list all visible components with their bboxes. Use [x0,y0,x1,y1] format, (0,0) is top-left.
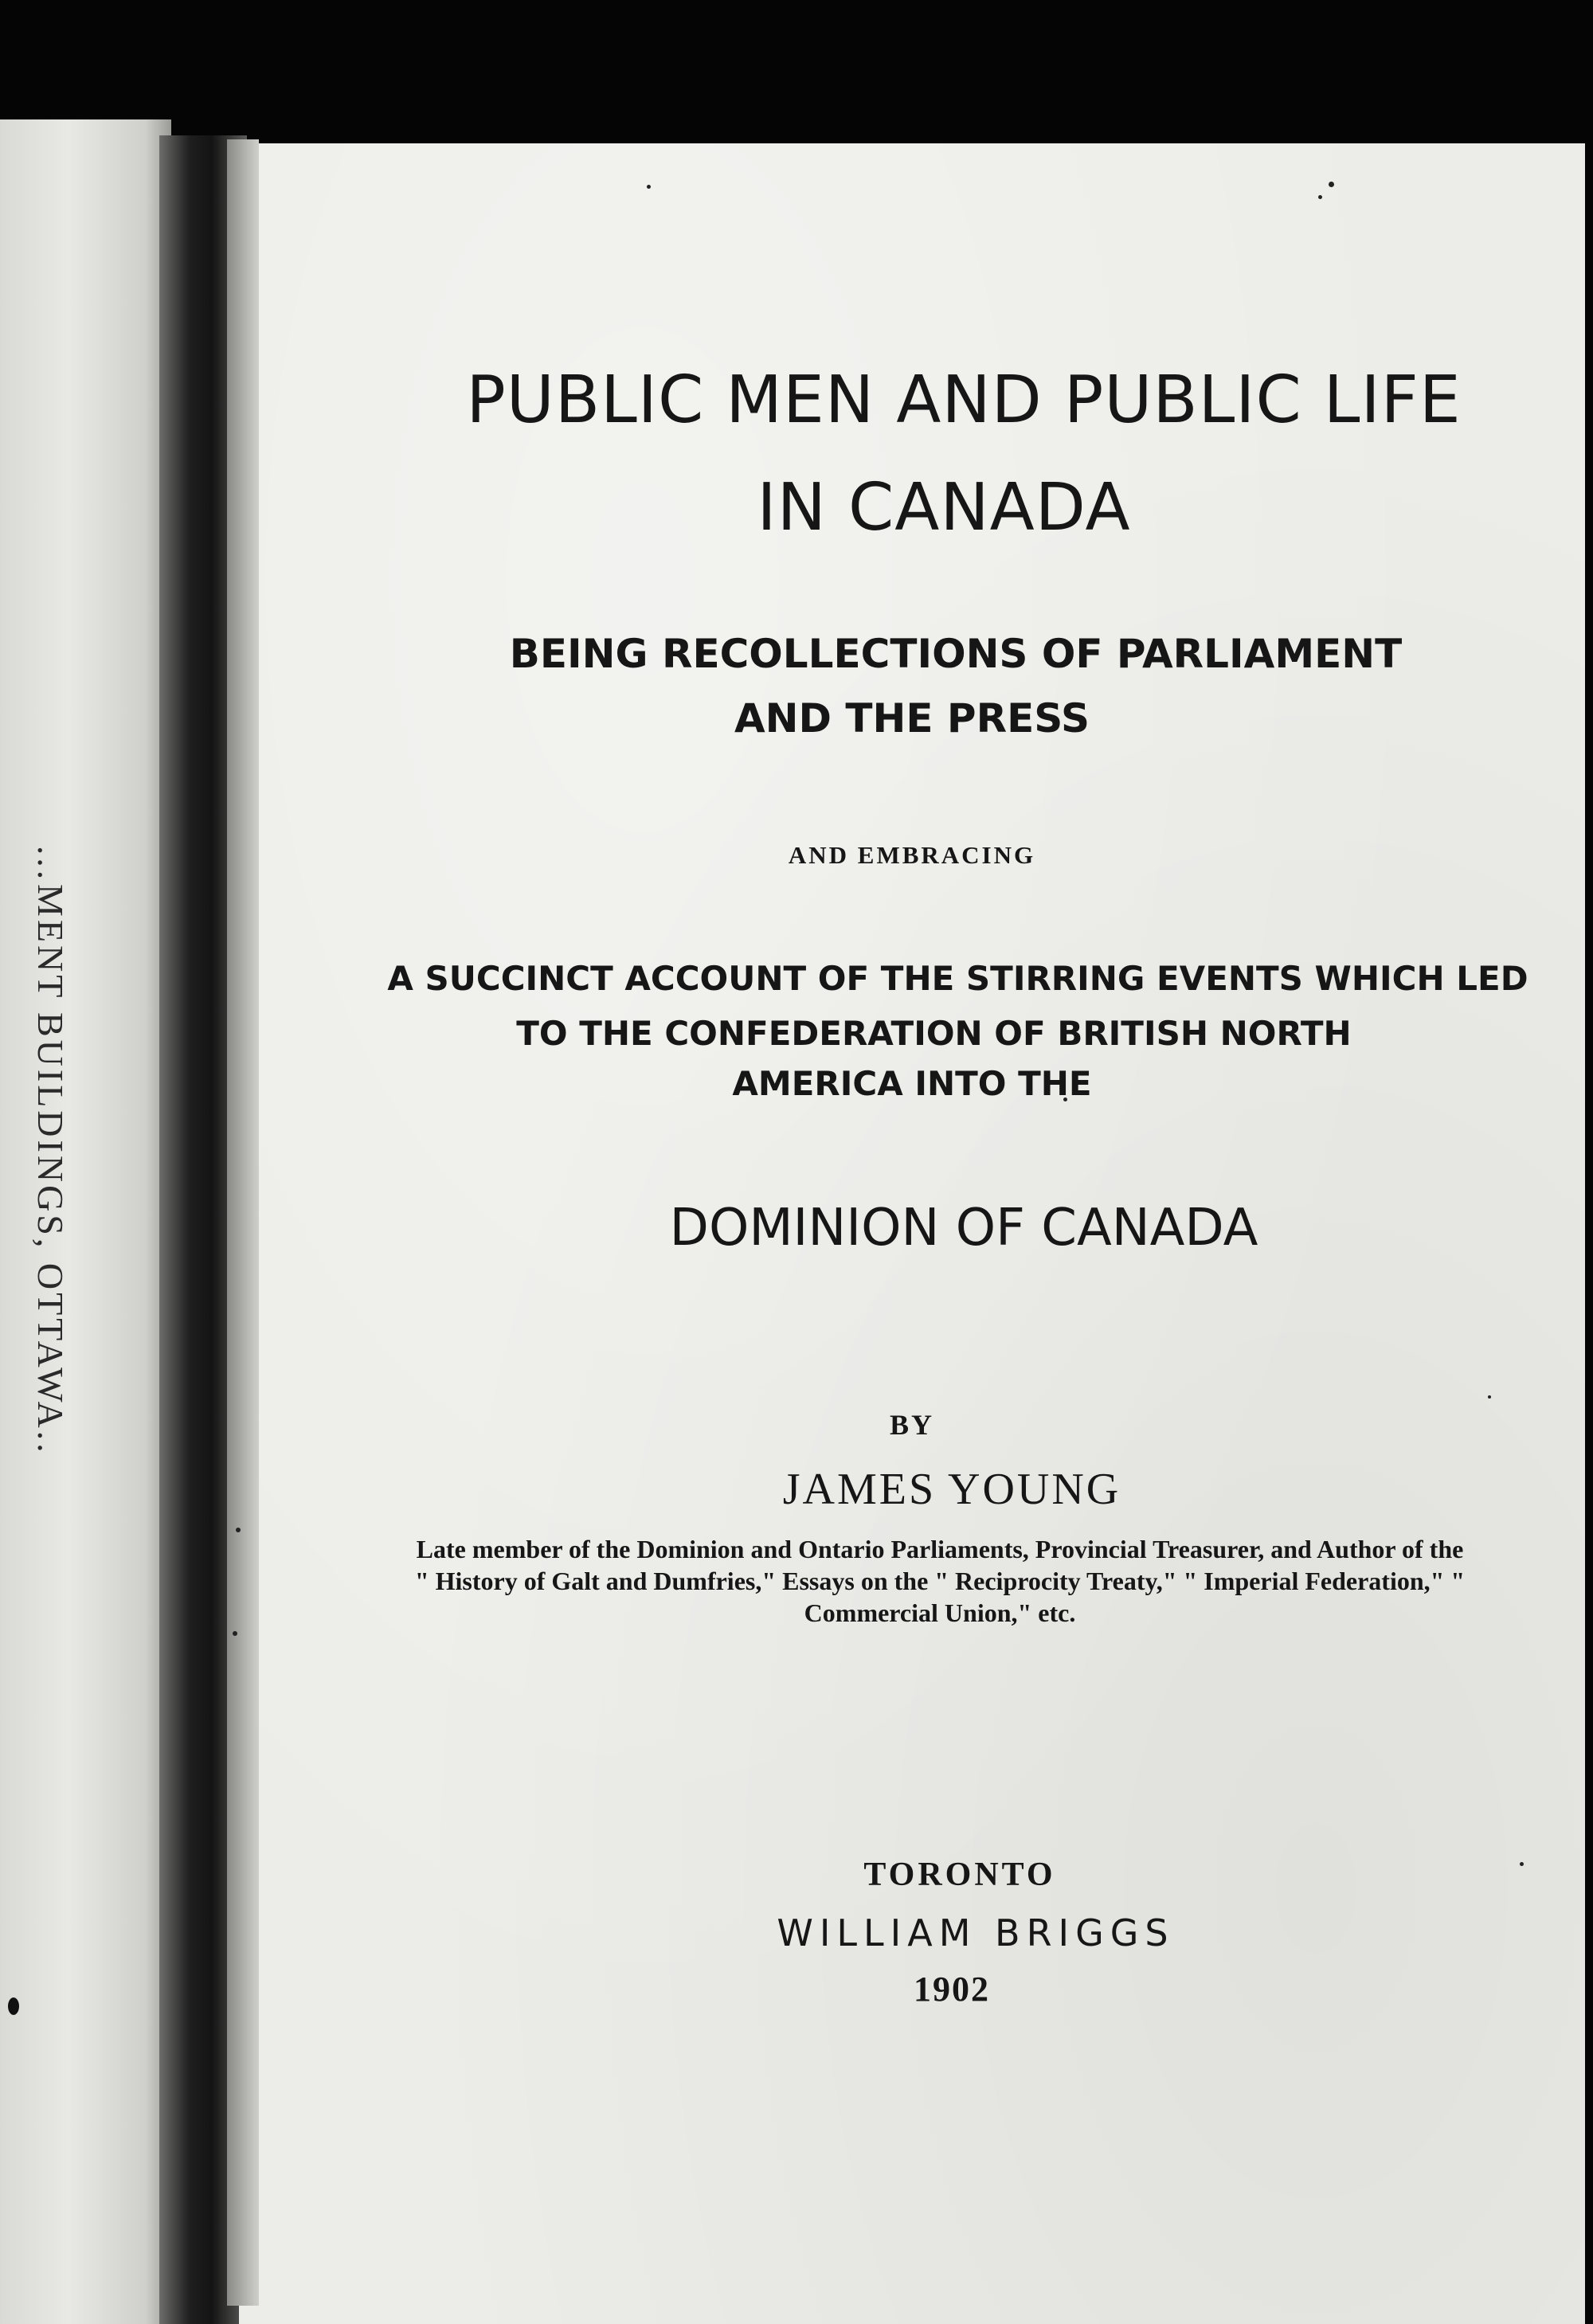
account-line-3: AMERICA INTO THE [732,1064,1092,1103]
imprint-publisher: WILLIAM BRIGGS [777,1911,1175,1954]
title-line-2: IN CANADA [757,470,1131,546]
dominion-heading: DOMINION OF CANADA [669,1199,1258,1258]
account-line-2: TO THE CONFEDERATION OF BRITISH NORTH [516,1014,1352,1053]
facing-page-caption: …MENT BUILDINGS, OTTAWA.. [30,844,71,1456]
title-line-1: PUBLIC MEN AND PUBLIC LIFE [466,362,1462,438]
by-label: BY [889,1409,934,1441]
author-name: JAMES YOUNG [782,1465,1121,1514]
subtitle-line-2: AND THE PRESS [734,695,1090,741]
subtitle-line-1: BEING RECOLLECTIONS OF PARLIAMENT [509,631,1403,677]
embracing-caption: AND EMBRACING [788,841,1036,869]
imprint-year: 1902 [914,1970,990,2009]
imprint-city: TORONTO [863,1856,1056,1893]
author-description: Late member of the Dominion and Ontario Parliaments, Provincial Treasurer, and Author of the " History of Galt and Dumfries," Essays on the " Reciprocity Treaty," " Imperial Federation," " Commercial Union," etc. [414,1535,1466,1627]
account-line-1: A SUCCINCT ACCOUNT OF THE STIRRING EVENTS WHICH LED [387,959,1528,998]
